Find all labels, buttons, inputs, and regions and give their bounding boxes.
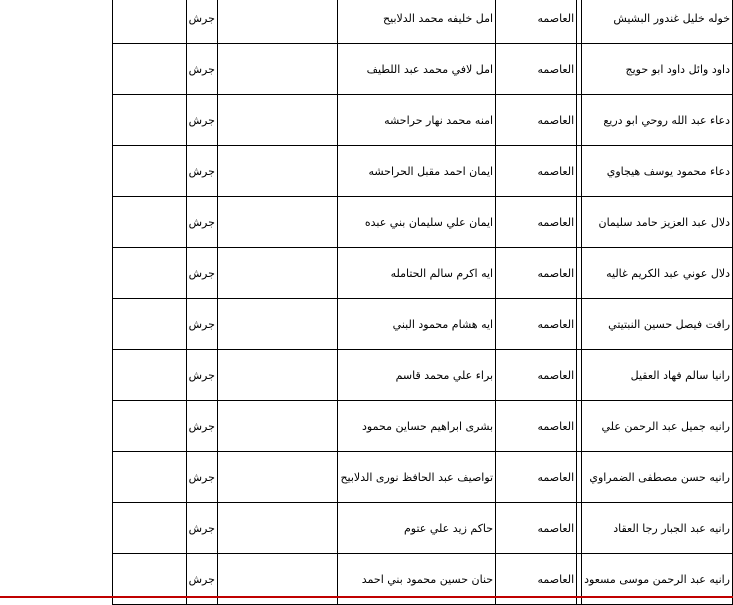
name-cell: رانيه عبد الجبار رجا العقاد bbox=[582, 503, 733, 554]
city-cell: العاصمه bbox=[496, 146, 577, 197]
region-cell: جرش bbox=[186, 44, 217, 95]
mother-name-cell: امل خليفه محمد الدلابيح bbox=[338, 0, 496, 44]
name-cell: داود وائل داود ابو حويج bbox=[582, 44, 733, 95]
empty-cell bbox=[113, 197, 187, 248]
spacer-cell bbox=[577, 350, 582, 401]
spacer-cell bbox=[577, 146, 582, 197]
mother-name-cell: امنه محمد نهار حراحشه bbox=[338, 95, 496, 146]
empty-cell bbox=[113, 299, 187, 350]
mother-name-cell: حنان حسين محمود بني احمد bbox=[338, 554, 496, 605]
empty-cell bbox=[113, 0, 187, 44]
region-cell: جرش bbox=[186, 503, 217, 554]
name-cell: دعاء عبد الله روحي ابو دريع bbox=[582, 95, 733, 146]
name-cell: دلال عوني عبد الكريم غاليه bbox=[582, 248, 733, 299]
city-cell: العاصمه bbox=[496, 350, 577, 401]
region-cell: جرش bbox=[186, 248, 217, 299]
city-cell: العاصمه bbox=[496, 401, 577, 452]
spacer-cell bbox=[577, 401, 582, 452]
spacer-cell bbox=[217, 0, 338, 44]
empty-cell bbox=[113, 452, 187, 503]
empty-cell bbox=[113, 350, 187, 401]
empty-cell bbox=[113, 146, 187, 197]
empty-cell bbox=[113, 503, 187, 554]
name-cell: خوله خليل غندور البشيش bbox=[582, 0, 733, 44]
spacer-cell bbox=[577, 0, 582, 44]
spacer-cell bbox=[577, 95, 582, 146]
region-cell: جرش bbox=[186, 554, 217, 605]
mother-name-cell: امل لافي محمد عبد اللطيف bbox=[338, 44, 496, 95]
region-cell: جرش bbox=[186, 146, 217, 197]
spacer-cell bbox=[217, 248, 338, 299]
spacer-cell bbox=[217, 350, 338, 401]
spacer-cell bbox=[217, 299, 338, 350]
spacer-cell bbox=[577, 503, 582, 554]
name-cell: دلال عبد العزيز حامد سليمان bbox=[582, 197, 733, 248]
city-cell: العاصمه bbox=[496, 452, 577, 503]
region-cell: جرش bbox=[186, 350, 217, 401]
city-cell: العاصمه bbox=[496, 95, 577, 146]
table-row bbox=[113, 299, 733, 350]
spacer-cell bbox=[577, 248, 582, 299]
mother-name-cell: تواصيف عبد الحافظ نورى الدلابيح bbox=[338, 452, 496, 503]
region-cell: جرش bbox=[186, 0, 217, 44]
region-cell: جرش bbox=[186, 197, 217, 248]
spacer-cell bbox=[217, 503, 338, 554]
records-table bbox=[112, 0, 733, 605]
table-row bbox=[113, 95, 733, 146]
name-cell: دعاء محمود يوسف هيجاوي bbox=[582, 146, 733, 197]
table-row bbox=[113, 503, 733, 554]
city-cell: العاصمه bbox=[496, 248, 577, 299]
mother-name-cell: حاكم زيد علي عتوم bbox=[338, 503, 496, 554]
spacer-cell bbox=[577, 452, 582, 503]
empty-cell bbox=[113, 44, 187, 95]
mother-name-cell: بشرى ابراهيم حساين محمود bbox=[338, 401, 496, 452]
name-cell: رانيا سالم فهاد العقيل bbox=[582, 350, 733, 401]
empty-cell bbox=[113, 95, 187, 146]
spacer-cell bbox=[217, 95, 338, 146]
empty-cell bbox=[113, 401, 187, 452]
region-cell: جرش bbox=[186, 452, 217, 503]
name-cell: رانيه جميل عبد الرحمن علي bbox=[582, 401, 733, 452]
table-row bbox=[113, 350, 733, 401]
table-row bbox=[113, 44, 733, 95]
spacer-cell bbox=[217, 452, 338, 503]
name-cell: رانيه عبد الرحمن موسى مسعود bbox=[582, 554, 733, 605]
name-cell: رافت فيصل حسين النبتيتي bbox=[582, 299, 733, 350]
empty-cell bbox=[113, 248, 187, 299]
spacer-cell bbox=[577, 44, 582, 95]
table-row bbox=[113, 197, 733, 248]
city-cell: العاصمه bbox=[496, 44, 577, 95]
mother-name-cell: ايمان احمد مقبل الحراحشه bbox=[338, 146, 496, 197]
mother-name-cell: ايه اكرم سالم الحتامله bbox=[338, 248, 496, 299]
mother-name-cell: ايمان علي سليمان بني عبده bbox=[338, 197, 496, 248]
table-row bbox=[113, 452, 733, 503]
spacer-cell bbox=[217, 44, 338, 95]
spacer-cell bbox=[577, 299, 582, 350]
spacer-cell bbox=[217, 146, 338, 197]
region-cell: جرش bbox=[186, 95, 217, 146]
city-cell: العاصمه bbox=[496, 503, 577, 554]
table-row bbox=[113, 146, 733, 197]
city-cell: العاصمه bbox=[496, 554, 577, 605]
spacer-cell bbox=[217, 401, 338, 452]
city-cell: العاصمه bbox=[496, 197, 577, 248]
city-cell: العاصمه bbox=[496, 0, 577, 44]
spacer-cell bbox=[577, 197, 582, 248]
region-cell: جرش bbox=[186, 299, 217, 350]
spacer-cell bbox=[217, 197, 338, 248]
mother-name-cell: براء علي محمد قاسم bbox=[338, 350, 496, 401]
table-row bbox=[113, 401, 733, 452]
page-break-line bbox=[0, 596, 733, 598]
table-row bbox=[113, 248, 733, 299]
name-cell: رانيه حسن مصطفى الضمراوي bbox=[582, 452, 733, 503]
mother-name-cell: ايه هشام محمود البني bbox=[338, 299, 496, 350]
city-cell: العاصمه bbox=[496, 299, 577, 350]
region-cell: جرش bbox=[186, 401, 217, 452]
table-row bbox=[113, 0, 733, 44]
